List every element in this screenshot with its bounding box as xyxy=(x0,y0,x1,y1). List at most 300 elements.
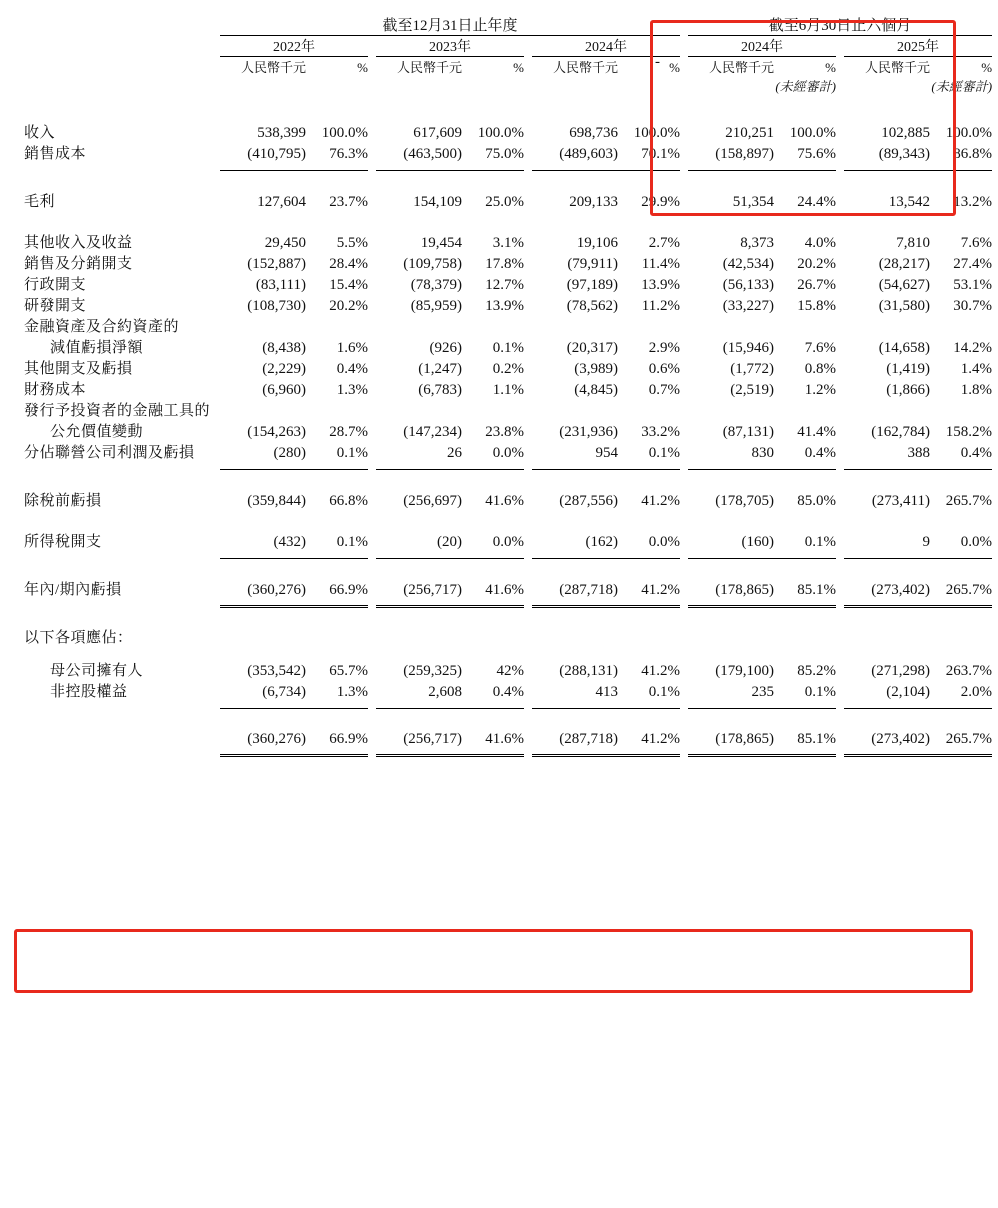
column-gap xyxy=(836,231,844,252)
rule-segment xyxy=(774,551,836,558)
row-value: 29,450 xyxy=(264,235,306,251)
header-year-2022: 2022年 xyxy=(220,36,368,57)
row-value xyxy=(532,626,618,647)
rule-row xyxy=(24,163,992,170)
rule-segment xyxy=(532,163,618,170)
column-gap xyxy=(524,701,532,708)
row-value: (6,960) xyxy=(262,382,306,398)
column-gap xyxy=(836,315,844,336)
header-unit-2025h1: 人民幣千元 xyxy=(865,60,931,75)
rule-segment xyxy=(306,599,368,606)
row-percent: 0.4% xyxy=(804,445,836,461)
column-gap xyxy=(524,163,532,170)
row-value: (162) xyxy=(585,534,618,550)
row-percent: 86.8% xyxy=(953,146,992,162)
row-value: (89,343) xyxy=(878,146,930,162)
rule-segment xyxy=(618,748,680,755)
row-label: 銷售及分銷開支 xyxy=(24,256,133,272)
row-value: 210,251 xyxy=(725,125,774,141)
column-gap xyxy=(524,273,532,294)
row-value: (271,298) xyxy=(871,663,930,679)
row-label: 金融資產及合約資產的 xyxy=(24,319,180,335)
row-value: (273,402) xyxy=(871,582,930,598)
row-value: (147,234) xyxy=(403,424,462,440)
spacer xyxy=(24,558,992,578)
header-pct-2023: % xyxy=(513,60,524,75)
row-value: (4,845) xyxy=(574,382,618,398)
row-value: (256,717) xyxy=(403,731,462,747)
rule-segment xyxy=(220,701,306,708)
table-row xyxy=(24,378,992,399)
row-percent: 100.0% xyxy=(477,125,524,141)
column-gap xyxy=(524,142,532,163)
table-row xyxy=(24,336,992,357)
row-value: (85,959) xyxy=(410,298,462,314)
row-percent: 0.0% xyxy=(648,534,680,550)
column-gap xyxy=(680,336,688,357)
table-row xyxy=(24,680,992,701)
row-percent: 41.6% xyxy=(485,731,524,747)
column-gap xyxy=(836,399,844,420)
row-label xyxy=(24,728,220,748)
column-gap xyxy=(368,163,376,170)
row-value: (1,772) xyxy=(730,361,774,377)
row-value: 13,542 xyxy=(888,194,930,210)
rule-segment xyxy=(930,701,992,708)
rule-segment xyxy=(376,163,462,170)
row-percent: 0.1% xyxy=(804,534,836,550)
header-year-2024: 2024年 xyxy=(532,36,680,57)
row-value: 235 xyxy=(751,684,774,700)
spacer xyxy=(24,95,992,121)
rule-segment xyxy=(462,163,524,170)
column-gap xyxy=(680,626,688,647)
row-value: (287,556) xyxy=(559,493,618,509)
row-value: 7,810 xyxy=(896,235,930,251)
header-period-2025: 2025年 xyxy=(844,36,992,57)
row-percent: 26.7% xyxy=(797,277,836,293)
rule-segment xyxy=(462,748,524,755)
row-percent xyxy=(462,399,524,420)
row-percent xyxy=(930,399,992,420)
row-percent: 1.6% xyxy=(336,340,368,356)
row-percent: 2.7% xyxy=(648,235,680,251)
row-value: (158,897) xyxy=(715,146,774,162)
row-percent: 0.1% xyxy=(336,534,368,550)
row-value: (2,519) xyxy=(730,382,774,398)
column-gap xyxy=(680,399,688,420)
column-gap xyxy=(836,420,844,441)
row-percent: 0.7% xyxy=(648,382,680,398)
row-percent xyxy=(930,315,992,336)
rule-segment xyxy=(220,163,306,170)
rule-segment xyxy=(618,163,680,170)
row-percent: 24.4% xyxy=(797,194,836,210)
row-percent: 1.4% xyxy=(960,361,992,377)
row-value: (360,276) xyxy=(247,582,306,598)
row-value: 698,736 xyxy=(569,125,618,141)
column-gap xyxy=(524,121,532,142)
row-percent: 23.8% xyxy=(485,424,524,440)
row-percent: 41.4% xyxy=(797,424,836,440)
rule-segment xyxy=(774,748,836,755)
header-pct-2022: % xyxy=(357,60,368,75)
row-percent: 75.0% xyxy=(485,146,524,162)
row-value: 51,354 xyxy=(732,194,774,210)
table-row xyxy=(24,231,992,252)
row-value: 19,106 xyxy=(576,235,618,251)
spacer xyxy=(24,510,992,530)
row-label: 年內/期內虧損 xyxy=(24,582,122,598)
column-gap xyxy=(680,357,688,378)
header-unaudited-2025h1: (未經審計) xyxy=(931,79,993,94)
row-value xyxy=(688,399,774,420)
column-gap xyxy=(836,273,844,294)
row-label: 其他開支及虧損 xyxy=(24,361,133,377)
column-gap xyxy=(368,121,376,142)
rule-segment xyxy=(618,551,680,558)
row-percent: 30.7% xyxy=(953,298,992,314)
table-row xyxy=(24,294,992,315)
row-value: (360,276) xyxy=(247,731,306,747)
column-gap xyxy=(368,190,376,211)
column-gap xyxy=(836,378,844,399)
row-value: 413 xyxy=(595,684,618,700)
rule-row xyxy=(24,701,992,708)
row-value: (97,189) xyxy=(566,277,618,293)
row-value: 26 xyxy=(447,445,462,461)
row-percent xyxy=(930,626,992,647)
row-label: 減值虧損淨額 xyxy=(50,340,144,356)
row-label: 財務成本 xyxy=(24,382,87,398)
row-value xyxy=(220,399,306,420)
row-percent: 29.9% xyxy=(641,194,680,210)
row-value: (160) xyxy=(741,534,774,550)
row-value: (178,865) xyxy=(715,731,774,747)
dash-mark: - xyxy=(655,54,660,70)
row-percent: 100.0% xyxy=(789,125,836,141)
row-value: 102,885 xyxy=(881,125,930,141)
column-gap xyxy=(836,336,844,357)
rule-segment xyxy=(376,599,462,606)
row-label: 毛利 xyxy=(24,194,56,210)
row-value: (33,227) xyxy=(722,298,774,314)
net-loss-row-box xyxy=(14,929,973,993)
column-gap xyxy=(836,142,844,163)
rule-segment xyxy=(930,599,992,606)
row-percent xyxy=(306,315,368,336)
row-value: 538,399 xyxy=(257,125,306,141)
row-value: (287,718) xyxy=(559,731,618,747)
rule-segment xyxy=(844,462,930,469)
column-gap xyxy=(524,231,532,252)
row-label: 發行予投資者的金融工具的 xyxy=(24,403,211,419)
column-gap xyxy=(368,626,376,647)
row-percent: 0.0% xyxy=(492,534,524,550)
header-group-sixmonths: 截至6月30日止六個月 xyxy=(688,14,992,36)
row-percent: 85.2% xyxy=(797,663,836,679)
row-percent: 33.2% xyxy=(641,424,680,440)
row-value: (31,580) xyxy=(878,298,930,314)
rows-body xyxy=(24,121,992,755)
row-percent: 41.2% xyxy=(641,731,680,747)
column-gap xyxy=(524,578,532,599)
column-gap xyxy=(680,252,688,273)
row-value xyxy=(688,626,774,647)
column-gap xyxy=(524,399,532,420)
row-percent: 0.2% xyxy=(492,361,524,377)
row-percent: 11.2% xyxy=(641,298,680,314)
rule-segment xyxy=(220,462,306,469)
column-gap xyxy=(368,599,376,606)
rule-segment xyxy=(844,701,930,708)
column-gap xyxy=(680,315,688,336)
header-pct-2025h1: % xyxy=(981,60,993,75)
column-gap xyxy=(836,252,844,273)
row-value: (3,989) xyxy=(574,361,618,377)
rule-segment xyxy=(688,599,774,606)
row-percent: 0.4% xyxy=(492,684,524,700)
column-gap xyxy=(680,420,688,441)
row-percent: 7.6% xyxy=(804,340,836,356)
row-value: (179,100) xyxy=(715,663,774,679)
column-gap xyxy=(836,626,844,647)
rule-row xyxy=(24,462,992,469)
column-gap xyxy=(368,489,376,510)
row-value: (410,795) xyxy=(247,146,306,162)
table-row xyxy=(24,659,992,680)
row-value: 2,608 xyxy=(428,684,462,700)
column-gap xyxy=(836,728,844,748)
row-percent: 14.2% xyxy=(953,340,992,356)
row-label: 母公司擁有人 xyxy=(50,663,144,679)
row-percent: 100.0% xyxy=(321,125,368,141)
header-pct-2024: % xyxy=(669,60,681,75)
column-gap xyxy=(836,701,844,708)
row-percent xyxy=(462,315,524,336)
row-percent: 12.7% xyxy=(485,277,524,293)
header-period-2024: 2024年 xyxy=(688,36,836,57)
rule-segment xyxy=(462,599,524,606)
row-percent: 1.3% xyxy=(336,382,368,398)
column-gap xyxy=(836,462,844,469)
column-gap xyxy=(524,190,532,211)
column-gap xyxy=(680,190,688,211)
header-unit-2023: 人民幣千元 xyxy=(396,60,462,75)
header-unit-2022: 人民幣千元 xyxy=(240,60,306,75)
row-percent: 0.8% xyxy=(804,361,836,377)
row-percent: 11.4% xyxy=(641,256,680,272)
row-value: (109,758) xyxy=(403,256,462,272)
row-value: 9 xyxy=(922,534,930,550)
row-percent xyxy=(774,399,836,420)
row-value: (463,500) xyxy=(403,146,462,162)
row-value: (56,133) xyxy=(722,277,774,293)
column-gap xyxy=(524,551,532,558)
column-gap xyxy=(836,121,844,142)
rule-segment xyxy=(532,462,618,469)
column-gap xyxy=(368,357,376,378)
column-gap xyxy=(524,252,532,273)
row-percent: 0.1% xyxy=(648,445,680,461)
column-gap xyxy=(680,680,688,701)
row-label: 所得稅開支 xyxy=(24,534,102,550)
row-value: (42,534) xyxy=(722,256,774,272)
row-value: (926) xyxy=(429,340,462,356)
row-percent: 28.4% xyxy=(329,256,368,272)
row-percent: 2.0% xyxy=(960,684,992,700)
row-percent: 0.1% xyxy=(804,684,836,700)
column-gap xyxy=(368,378,376,399)
column-gap xyxy=(680,551,688,558)
column-gap xyxy=(368,420,376,441)
rule-segment xyxy=(930,551,992,558)
table-row xyxy=(24,142,992,163)
row-label: 其他收入及收益 xyxy=(24,235,133,251)
rule-segment xyxy=(844,551,930,558)
rule-segment xyxy=(376,701,462,708)
row-value: (432) xyxy=(273,534,306,550)
row-value: (273,411) xyxy=(871,493,930,509)
row-value: (78,562) xyxy=(566,298,618,314)
row-percent: 41.6% xyxy=(485,582,524,598)
row-value xyxy=(532,315,618,336)
row-value xyxy=(376,315,462,336)
row-percent: 66.9% xyxy=(329,582,368,598)
column-gap xyxy=(524,748,532,755)
row-percent: 0.4% xyxy=(960,445,992,461)
rule-segment xyxy=(688,163,774,170)
row-value: (353,542) xyxy=(247,663,306,679)
table-row xyxy=(24,121,992,142)
row-percent: 41.2% xyxy=(641,493,680,509)
column-gap xyxy=(368,728,376,748)
column-gap xyxy=(524,336,532,357)
row-percent: 3.1% xyxy=(492,235,524,251)
spacer xyxy=(24,708,992,728)
row-percent: 70.1% xyxy=(641,146,680,162)
column-gap xyxy=(836,489,844,510)
table-body xyxy=(24,14,992,121)
column-gap xyxy=(368,252,376,273)
row-label: 收入 xyxy=(24,125,56,141)
row-percent: 0.4% xyxy=(336,361,368,377)
row-percent: 28.7% xyxy=(329,424,368,440)
row-percent: 1.3% xyxy=(336,684,368,700)
row-percent: 20.2% xyxy=(797,256,836,272)
row-value: (256,697) xyxy=(403,493,462,509)
row-value: (28,217) xyxy=(878,256,930,272)
row-percent: 41.2% xyxy=(641,582,680,598)
column-gap xyxy=(368,273,376,294)
column-gap xyxy=(524,659,532,680)
row-label: 以下各項應佔： xyxy=(24,630,133,646)
column-gap xyxy=(836,748,844,755)
rule-segment xyxy=(844,163,930,170)
column-gap xyxy=(680,231,688,252)
column-gap xyxy=(680,728,688,748)
rule-segment xyxy=(930,163,992,170)
column-gap xyxy=(680,578,688,599)
row-value: (1,866) xyxy=(886,382,930,398)
row-value: 154,109 xyxy=(413,194,462,210)
header-year-2023: 2023年 xyxy=(376,36,524,57)
row-value: (83,111) xyxy=(255,277,306,293)
table-row xyxy=(24,252,992,273)
rule-segment xyxy=(306,551,368,558)
rule-segment xyxy=(618,701,680,708)
row-percent: 0.1% xyxy=(336,445,368,461)
row-value: (287,718) xyxy=(559,582,618,598)
row-value: (288,131) xyxy=(559,663,618,679)
row-value: (6,734) xyxy=(262,684,306,700)
column-gap xyxy=(524,315,532,336)
row-value xyxy=(220,626,306,647)
rule-segment xyxy=(774,163,836,170)
rule-segment xyxy=(306,701,368,708)
column-gap xyxy=(836,190,844,211)
column-gap xyxy=(680,748,688,755)
column-gap xyxy=(368,551,376,558)
header-unit-2024h1: 人民幣千元 xyxy=(709,60,775,75)
rule-segment xyxy=(688,748,774,755)
row-value: (79,911) xyxy=(567,256,618,272)
rule-segment xyxy=(306,462,368,469)
column-gap xyxy=(524,420,532,441)
row-percent: 85.1% xyxy=(797,582,836,598)
column-gap xyxy=(368,680,376,701)
rule-segment xyxy=(774,462,836,469)
row-value: 617,609 xyxy=(413,125,462,141)
spacer xyxy=(24,170,992,190)
column-gap xyxy=(524,680,532,701)
column-gap xyxy=(368,701,376,708)
rule-segment xyxy=(532,551,618,558)
row-value: (78,379) xyxy=(410,277,462,293)
row-value xyxy=(532,399,618,420)
column-gap xyxy=(368,399,376,420)
row-value: (154,263) xyxy=(247,424,306,440)
table-row xyxy=(24,489,992,510)
rule-segment xyxy=(462,701,524,708)
row-label: 銷售成本 xyxy=(24,146,87,162)
column-gap xyxy=(524,728,532,748)
rule-segment xyxy=(220,599,306,606)
row-percent: 4.0% xyxy=(804,235,836,251)
row-label: 非控股權益 xyxy=(50,684,128,700)
column-gap xyxy=(524,599,532,606)
row-value: (6,783) xyxy=(418,382,462,398)
column-gap xyxy=(680,441,688,462)
table-row xyxy=(24,530,992,551)
row-percent: 1.1% xyxy=(492,382,524,398)
row-label: 分佔聯營公司利潤及虧損 xyxy=(24,445,195,461)
rule-segment xyxy=(532,599,618,606)
header-pct-2024h1: % xyxy=(825,60,837,75)
column-gap xyxy=(368,142,376,163)
column-gap xyxy=(368,578,376,599)
row-value xyxy=(688,315,774,336)
rule-segment xyxy=(220,748,306,755)
spacer xyxy=(24,211,992,231)
row-value: (87,131) xyxy=(722,424,774,440)
rule-segment xyxy=(462,551,524,558)
row-value: (1,247) xyxy=(418,361,462,377)
row-value: (231,936) xyxy=(559,424,618,440)
column-gap xyxy=(836,599,844,606)
spacer xyxy=(24,469,992,489)
row-label: 行政開支 xyxy=(24,277,87,293)
